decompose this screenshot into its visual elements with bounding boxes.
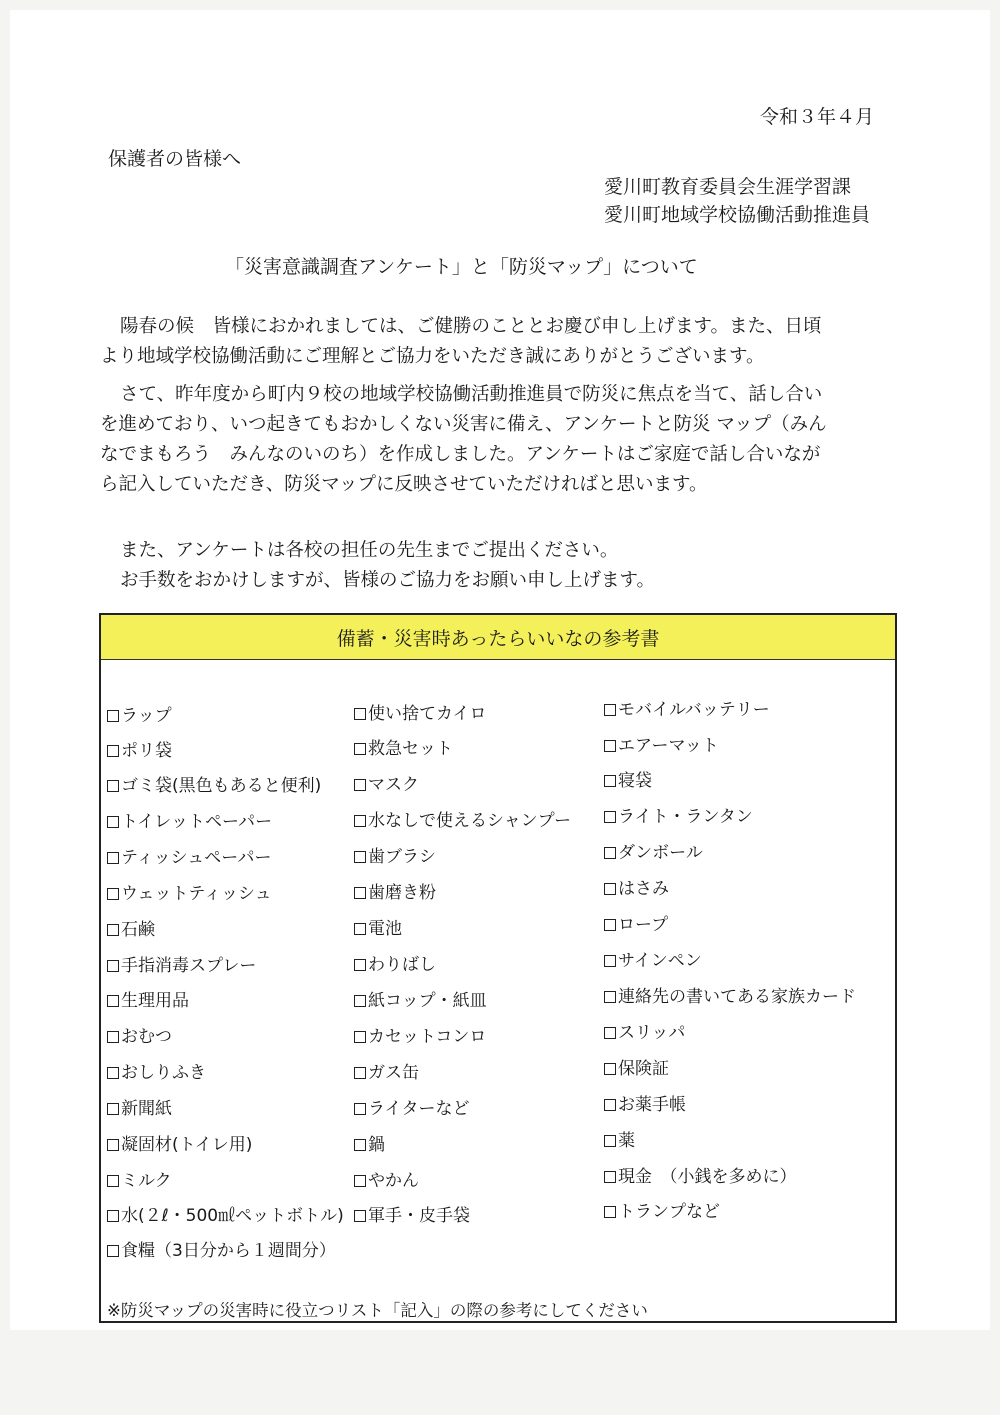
checkbox-square bbox=[354, 743, 366, 755]
checklist-item bbox=[354, 882, 436, 904]
checklist-item bbox=[107, 740, 172, 762]
checkbox-square bbox=[107, 1103, 119, 1115]
checklist-item bbox=[107, 1098, 172, 1120]
checklist-item-label: 手指消毒スプレー bbox=[121, 956, 257, 976]
checklist-item bbox=[354, 954, 436, 976]
checklist-item bbox=[354, 1098, 470, 1120]
checklist-item-label: 歯磨き粉 bbox=[368, 883, 436, 903]
checklist-item-label: トイレットペーパー bbox=[121, 812, 273, 832]
checklist-note: ※防災マップの災害時に役立つリスト「記入」の際の参考にしてください bbox=[107, 1301, 648, 1320]
checklist-item bbox=[354, 1205, 470, 1227]
checklist-item-label: カセットコンロ bbox=[368, 1027, 487, 1047]
checklist-item bbox=[604, 950, 702, 972]
checkbox-square bbox=[107, 995, 119, 1007]
checklist-item-label: ダンボール bbox=[618, 843, 703, 863]
checklist-item-label: 電池 bbox=[368, 919, 402, 939]
checklist-item bbox=[604, 1058, 669, 1080]
checkbox-square bbox=[604, 1027, 616, 1039]
checklist-item-label: 凝固材(トイレ用) bbox=[121, 1135, 253, 1155]
checklist-item-label: ライト・ランタン bbox=[618, 807, 753, 827]
checklist-item bbox=[354, 1026, 486, 1048]
checklist-item-label: スリッパ bbox=[618, 1023, 686, 1043]
checklist-item-label: 新聞紙 bbox=[121, 1099, 172, 1119]
document-title: 「災害意識調査アンケート」と「防災マップ」について bbox=[225, 256, 698, 278]
checkbox-square bbox=[604, 991, 616, 1003]
checklist-item bbox=[604, 770, 652, 792]
checklist-item bbox=[604, 1022, 685, 1044]
checkbox-square bbox=[354, 1175, 366, 1187]
body-line: さて、昨年度から町内９校の地域学校協働活動推進員で防災に焦点を当て、話し合い bbox=[120, 384, 823, 405]
checkbox-square bbox=[107, 960, 119, 972]
checkbox-square bbox=[354, 851, 366, 863]
checklist-item bbox=[107, 1062, 206, 1084]
body-line: なでまもろう みんなのいのち）を作成しました。アンケートはご家庭で話し合いなが bbox=[100, 444, 821, 465]
checklist-item-label: ライターなど bbox=[368, 1099, 470, 1119]
checkbox-square bbox=[107, 1139, 119, 1151]
checkbox-square bbox=[107, 924, 119, 936]
addressee: 保護者の皆様へ bbox=[108, 148, 242, 170]
checkbox-square bbox=[107, 1031, 119, 1043]
checklist-item bbox=[354, 810, 571, 832]
checkbox-square bbox=[107, 1175, 119, 1187]
issue-date: 令和３年４月 bbox=[760, 106, 875, 128]
checkbox-square bbox=[354, 1139, 366, 1151]
checklist-item bbox=[604, 735, 719, 757]
checklist-item-label: 薬 bbox=[618, 1131, 635, 1151]
checklist-item-label: ウェットティッシュ bbox=[121, 884, 272, 904]
checklist-item-label: ラップ bbox=[121, 706, 172, 726]
checklist-item bbox=[604, 1130, 635, 1152]
checklist-item bbox=[354, 774, 419, 796]
checkbox-square bbox=[604, 740, 616, 752]
checklist-item-label: はさみ bbox=[618, 879, 669, 899]
sender-organization-1: 愛川町教育委員会生涯学習課 bbox=[604, 176, 852, 198]
checklist-item-label: 現金 （小銭を多めに） bbox=[618, 1167, 797, 1187]
checkbox-square bbox=[354, 1067, 366, 1079]
checklist-item-label: 連絡先の書いてある家族カード bbox=[618, 987, 856, 1007]
checklist-item-label: 使い捨てカイロ bbox=[368, 704, 487, 724]
checklist-item bbox=[354, 918, 402, 940]
checklist-item bbox=[604, 1201, 720, 1223]
checklist-item bbox=[604, 1094, 686, 1116]
checklist-item bbox=[604, 842, 703, 864]
checkbox-square bbox=[604, 847, 616, 859]
checklist-item-label: サインペン bbox=[618, 951, 702, 971]
checkbox-square bbox=[604, 1171, 616, 1183]
checkbox-square bbox=[354, 1103, 366, 1115]
checkbox-square bbox=[107, 816, 119, 828]
checkbox-square bbox=[107, 1245, 119, 1257]
checklist-item bbox=[107, 1240, 336, 1262]
checklist-item-label: ポリ袋 bbox=[121, 741, 172, 761]
checkbox-square bbox=[107, 852, 119, 864]
checklist-item-label: おむつ bbox=[121, 1027, 172, 1047]
checklist-item bbox=[107, 705, 172, 727]
body-line: ら記入していただき、防災マップに反映させていただければと思います。 bbox=[100, 474, 708, 495]
checklist-item-label: 水なしで使えるシャンプー bbox=[368, 811, 572, 831]
checkbox-square bbox=[107, 710, 119, 722]
checkbox-square bbox=[604, 955, 616, 967]
checklist-item bbox=[354, 1170, 419, 1192]
checklist-item-label: わりばし bbox=[368, 955, 436, 975]
body-line: より地域学校協働活動にご理解とご協力をいただき誠にありがとうございます。 bbox=[100, 346, 765, 367]
checkbox-square bbox=[354, 1031, 366, 1043]
checklist-item bbox=[354, 1062, 419, 1084]
checklist-item-label: 歯ブラシ bbox=[368, 847, 436, 867]
checklist-item-label: 生理用品 bbox=[121, 991, 189, 1011]
checklist-item bbox=[604, 986, 856, 1008]
checklist-item-label: ミルク bbox=[121, 1171, 172, 1191]
checklist-item bbox=[107, 811, 272, 833]
checklist-item-label: エアーマット bbox=[618, 736, 719, 756]
checkbox-square bbox=[354, 887, 366, 899]
checklist-item bbox=[354, 846, 436, 868]
checklist-item bbox=[107, 883, 272, 905]
checklist-item-label: 軍手・皮手袋 bbox=[368, 1206, 470, 1226]
checklist-item bbox=[604, 806, 753, 828]
checkbox-square bbox=[354, 815, 366, 827]
checklist-item bbox=[107, 847, 271, 869]
checklist-item-label: 救急セット bbox=[368, 739, 453, 759]
checklist-item bbox=[107, 990, 189, 1012]
checklist-item bbox=[107, 1170, 172, 1192]
checkbox-square bbox=[604, 704, 616, 716]
checklist-item bbox=[107, 919, 155, 941]
checklist-item bbox=[107, 1134, 252, 1156]
checklist-item-label: マスク bbox=[368, 775, 419, 795]
checklist-item-label: 石鹸 bbox=[121, 920, 155, 940]
checklist-item bbox=[604, 699, 770, 721]
checklist-item-label: やかん bbox=[368, 1171, 419, 1191]
checkbox-square bbox=[107, 1210, 119, 1222]
checkbox-square bbox=[107, 1067, 119, 1079]
checklist-item bbox=[354, 703, 487, 725]
checkbox-square bbox=[354, 995, 366, 1007]
checklist-item bbox=[604, 1166, 797, 1188]
paragraph-submission: また、アンケートは各校の担任の先生までご提出ください。 bbox=[120, 540, 619, 561]
checklist-item bbox=[354, 990, 487, 1012]
checklist-item-label: おしりふき bbox=[121, 1063, 206, 1083]
checklist-item-label: 食糧（3日分から１週間分） bbox=[121, 1241, 336, 1261]
checkbox-square bbox=[107, 780, 119, 792]
sender-organization-2: 愛川町地域学校協働活動推進員 bbox=[604, 204, 871, 226]
checkbox-square bbox=[107, 888, 119, 900]
checklist-item bbox=[107, 955, 256, 977]
checklist-item-label: 保険証 bbox=[618, 1059, 669, 1079]
checkbox-square bbox=[354, 708, 366, 720]
checkbox-square bbox=[604, 811, 616, 823]
checkbox-square bbox=[604, 919, 616, 931]
checklist-item-label: トランプなど bbox=[618, 1202, 720, 1222]
checklist-item bbox=[354, 1134, 385, 1156]
checkbox-square bbox=[604, 883, 616, 895]
paragraph-greeting bbox=[100, 312, 890, 372]
checklist-item-label: ゴミ袋(黒色もあると便利) bbox=[121, 776, 322, 796]
checklist-title: 備蓄・災害時あったらいいなの参考書 bbox=[101, 615, 895, 660]
checkbox-square bbox=[354, 1210, 366, 1222]
checkbox-square bbox=[604, 1135, 616, 1147]
checkbox-square bbox=[604, 1063, 616, 1075]
checkbox-square bbox=[354, 779, 366, 791]
checklist-item-label: モバイルバッテリー bbox=[618, 700, 770, 720]
checklist-item bbox=[107, 775, 321, 797]
checkbox-square bbox=[604, 775, 616, 787]
checkbox-square bbox=[354, 923, 366, 935]
checklist-item bbox=[604, 878, 669, 900]
paragraph-purpose bbox=[100, 380, 890, 500]
paragraph-closing: お手数をおかけしますが、皆様のご協力をお願い申し上げます。 bbox=[120, 570, 656, 591]
checkbox-square bbox=[107, 745, 119, 757]
checklist-item bbox=[354, 738, 453, 760]
checklist-item-label: お薬手帳 bbox=[618, 1095, 686, 1115]
checklist-item-label: ロープ bbox=[618, 915, 669, 935]
body-line: 陽春の候 皆様におかれましては、ご健勝のこととお慶び申し上げます。また、日頃 bbox=[120, 316, 822, 337]
body-line: を進めており、いつ起きてもおかしくない災害に備え、アンケートと防災 マップ（みん bbox=[100, 414, 827, 435]
checklist-item bbox=[604, 914, 668, 936]
checklist-item-label: 寝袋 bbox=[618, 771, 652, 791]
checkbox-square bbox=[604, 1206, 616, 1218]
checklist-item-label: 紙コップ・紙皿 bbox=[368, 991, 487, 1011]
checklist-item-label: ガス缶 bbox=[368, 1063, 419, 1083]
checklist-box bbox=[99, 613, 897, 1323]
checklist-item-label: ティッシュペーパー bbox=[121, 848, 272, 868]
checklist-item bbox=[107, 1026, 172, 1048]
checklist-item-label: 水(２ℓ・500㎖ペットボトル) bbox=[121, 1206, 344, 1226]
checkbox-square bbox=[354, 959, 366, 971]
checkbox-square bbox=[604, 1099, 616, 1111]
checklist-item bbox=[107, 1205, 344, 1227]
checklist-item-label: 鍋 bbox=[368, 1135, 385, 1155]
